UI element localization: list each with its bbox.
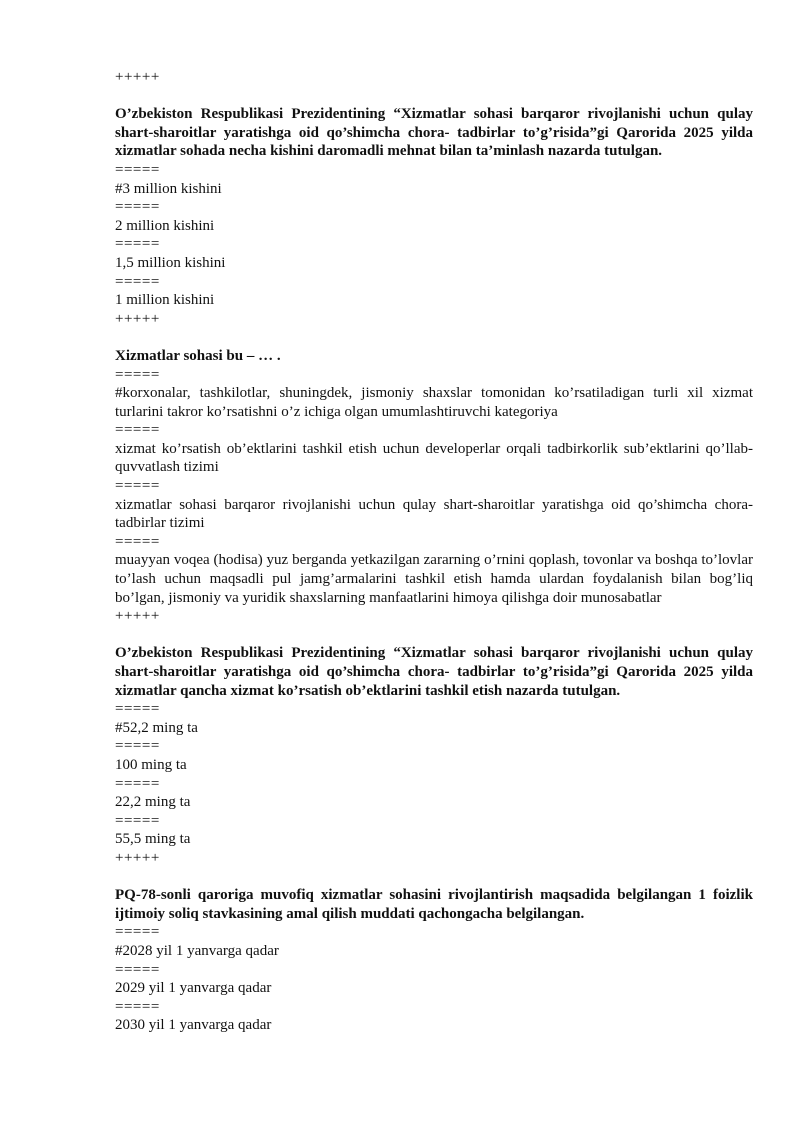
option-separator: ===== bbox=[115, 366, 160, 383]
question-2-option-2: xizmat ko’rsatish ob’ektlarini tashkil etish uchun developerlar orqali tadbirkorlik sub’ektlarini qo’llab-quvvatlash tizimi bbox=[115, 440, 753, 476]
question-4-text: PQ-78-sonli qaroriga muvofiq xizmatlar sohasini rivojlantirish maqsadida belgilangan 1 foizlik ijtimoiy soliq stavkasining amal qilish muddati qachongacha belgilangan. bbox=[115, 887, 753, 922]
question-2-option-4: muayyan voqea (hodisa) yuz berganda yetkazilgan zararning o’rnini qoplash, tovonlar va boshqa to’lovlar to’lash uchun maqsadli pul jamg’armalarini tashkil etish hamda ulardan foydalanish bilan bog’liq bo’lgan, jismoniy va yuridik shaxslarning manfaatlarini himoya qilishga doir munosabatlar bbox=[115, 552, 753, 606]
block-separator: +++++ bbox=[115, 608, 160, 625]
question-1-option-1: #3 million kishini bbox=[115, 180, 222, 197]
option-separator: ===== bbox=[115, 775, 160, 792]
question-4-option-2: 2029 yil 1 yanvarga qadar bbox=[115, 980, 272, 997]
question-2-option-3: xizmatlar sohasi barqaror rivojlanishi uchun qulay shart-sharoitlar yaratishga oid qo’shimcha chora-tadbirlar tizimi bbox=[115, 496, 753, 532]
question-3-option-3: 22,2 ming ta bbox=[115, 794, 191, 811]
question-3-text: O’zbekiston Respublikasi Prezidentining “Xizmatlar sohasi barqaror rivojlanishi uchun qulay shart-sharoitlar yaratishga oid qo’shimcha chora- tadbirlar to’g’risida”gi Qarorida 2025 yilda xizmatlar qancha xizmat ko’rsatish ob’ektlarini tashkil etish nazarda tutulgan. bbox=[115, 645, 753, 699]
option-separator: ===== bbox=[115, 738, 160, 755]
option-separator: ===== bbox=[115, 236, 160, 253]
option-separator: ===== bbox=[115, 812, 160, 829]
question-1-text: O’zbekiston Respublikasi Prezidentining “Xizmatlar sohasi barqaror rivojlanishi uchun qulay shart-sharoitlar yaratishga oid qo’shimcha chora- tadbirlar to’g’risida”gi Qarorida 2025 yilda xizmatlar sohada necha kishini daromadli mehnat bilan ta’minlash nazarda tutulgan. bbox=[115, 106, 753, 160]
option-separator: ===== bbox=[115, 478, 160, 495]
question-3-option-2: 100 ming ta bbox=[115, 756, 187, 773]
question-3-option-4: 55,5 ming ta bbox=[115, 831, 191, 848]
option-separator: ===== bbox=[115, 422, 160, 439]
question-1-option-4: 1 million kishini bbox=[115, 292, 215, 309]
question-2-text: Xizmatlar sohasi bu – … . bbox=[115, 347, 281, 364]
block-separator: +++++ bbox=[115, 69, 160, 85]
question-4-option-1: #2028 yil 1 yanvarga qadar bbox=[115, 942, 279, 959]
option-separator: ===== bbox=[115, 961, 160, 978]
question-2-option-1: #korxonalar, tashkilotlar, shuningdek, jismoniy shaxslar tomonidan ko’rsatiladigan turli xil xizmat turlarini takror ko’rsatishni o’z ichiga olgan umumlashtiruvchi kategoriya bbox=[115, 385, 753, 420]
spacer bbox=[115, 87, 753, 106]
block-separator: +++++ bbox=[115, 849, 160, 866]
option-separator: ===== bbox=[115, 924, 160, 941]
question-3-option-1: #52,2 ming ta bbox=[115, 719, 198, 736]
question-4-option-3: 2030 yil 1 yanvarga qadar bbox=[115, 1017, 272, 1034]
option-separator: ===== bbox=[115, 998, 160, 1015]
document-page bbox=[115, 68, 753, 1035]
option-separator: ===== bbox=[115, 533, 160, 550]
spacer bbox=[115, 868, 753, 887]
spacer bbox=[115, 626, 753, 645]
question-1-option-2: 2 million kishini bbox=[115, 217, 215, 234]
spacer bbox=[115, 328, 753, 347]
option-separator: ===== bbox=[115, 199, 160, 216]
question-1-option-3: 1,5 million kishini bbox=[115, 254, 226, 271]
option-separator: ===== bbox=[115, 273, 160, 290]
block-separator: +++++ bbox=[115, 310, 160, 327]
option-separator: ===== bbox=[115, 701, 160, 718]
option-separator: ===== bbox=[115, 161, 160, 178]
